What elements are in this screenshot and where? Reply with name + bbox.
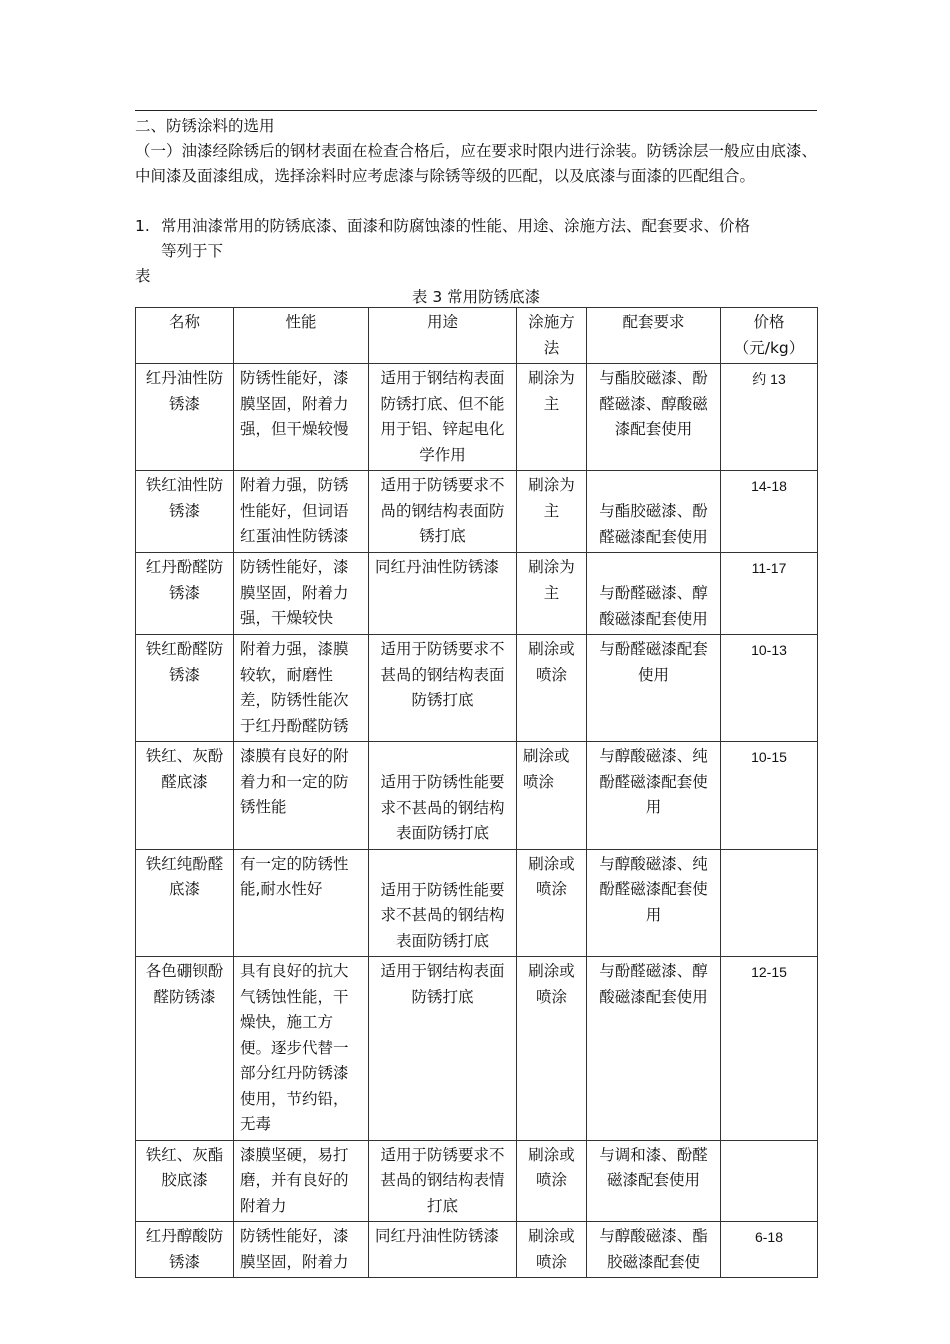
section-title: 二、防锈涂料的选用: [135, 117, 275, 135]
cell-matching: 与酚醛磁漆配套使用: [587, 635, 721, 742]
cell-matching: 与酯胶磁漆、酚醛磁漆配套使用: [587, 471, 721, 553]
cell-performance: 防锈性能好，漆膜坚固，附着力强，但干燥较慢: [234, 364, 369, 471]
primer-table: [135, 307, 818, 1278]
list-number: 1.: [135, 217, 150, 235]
list-text-line1: 常用油漆常用的防锈底漆、面漆和防腐蚀漆的性能、用途、涂施方法、配套要求、价格: [161, 217, 751, 235]
cell-name: 铁红、灰酚醛底漆: [136, 742, 234, 850]
cell-use: 适用于防锈性能要求不甚咼的钢结构表面防锈打底: [369, 742, 517, 850]
table-row: [136, 1222, 818, 1278]
cell-matching: 与醇酸磁漆、纯酚醛磁漆配套使用: [587, 849, 721, 957]
header-performance: 性能: [234, 308, 369, 364]
cell-matching: 与调和漆、酚醛磁漆配套使用: [587, 1140, 721, 1222]
list-text-line2: 等列于下: [161, 242, 224, 260]
cell-matching: 与醇酸磁漆、纯酚醛磁漆配套使用: [587, 742, 721, 850]
cell-use: 适用于防锈要求不甚咼的钢结构表面防锈打底: [369, 635, 517, 742]
cell-name: 红丹醇酸防锈漆: [136, 1222, 234, 1278]
header-method: 涂施方法: [517, 308, 587, 364]
cell-name: 铁红油性防锈漆: [136, 471, 234, 553]
cell-method: 刷涂或喷涂: [517, 1222, 587, 1278]
cell-performance: 防锈性能好，漆膜坚固，附着力强，干燥较快: [234, 553, 369, 635]
cell-matching: 与酚醛磁漆、醇酸磁漆配套使用: [587, 553, 721, 635]
cell-method: 刷涂或喷涂: [517, 1140, 587, 1222]
header-name: 名称: [136, 308, 234, 364]
table-header-row: [136, 308, 818, 364]
cell-performance: 附着力强，防锈性能好，但词语红蛋油性防锈漆: [234, 471, 369, 553]
cell-price: [721, 849, 818, 957]
cell-price: 11-17: [721, 553, 818, 635]
cell-performance: 防锈性能好，漆膜坚固，附着力: [234, 1222, 369, 1278]
cell-method: 刷涂或喷涂: [517, 849, 587, 957]
cell-performance: 附着力强，漆膜较软，耐磨性差，防锈性能次于红丹酚醛防锈: [234, 635, 369, 742]
header-use: 用途: [369, 308, 517, 364]
cell-use: 同红丹油性防锈漆: [369, 1222, 517, 1278]
table-row: [136, 742, 818, 850]
cell-use: 适用于防锈要求不咼的钢结构表面防锈打底: [369, 471, 517, 553]
table-row: [136, 957, 818, 1141]
cell-name: 铁红酚醛防锈漆: [136, 635, 234, 742]
table-row: [136, 553, 818, 635]
cell-performance: 漆膜有良好的附着力和一定的防锈性能: [234, 742, 369, 850]
cell-name: 红丹油性防锈漆: [136, 364, 234, 471]
cell-use: 适用于防锈要求不甚咼的钢结构表情打底: [369, 1140, 517, 1222]
intro-paragraph: （一）油漆经除锈后的钢材表面在检查合格后，应在要求时限内进行涂装。防锈涂层一般应由底漆、中间漆及面漆组成，选择涂料时应考虑漆与除锈等级的匹配，以及底漆与面漆的匹配组合。: [135, 142, 818, 185]
header-price: 价格（元/kg）: [721, 308, 818, 364]
cell-method: 刷涂为主: [517, 553, 587, 635]
cell-performance: 漆膜坚硬，易打磨，并有良好的附着力: [234, 1140, 369, 1222]
cell-price: [721, 1140, 818, 1222]
cell-use: 同红丹油性防锈漆: [369, 553, 517, 635]
orphan-word: 表: [135, 267, 151, 285]
cell-matching: 与醇酸磁漆、酯胶磁漆配套使: [587, 1222, 721, 1278]
cell-performance: 具有良好的抗大气锈蚀性能，干燥快，施工方便。逐步代替一部分红丹防锈漆使用，节约铅，无毒: [234, 957, 369, 1141]
cell-matching: 与酯胶磁漆、酚醛磁漆、醇酸磁漆配套使用: [587, 364, 721, 471]
cell-performance: 有一定的防锈性能,耐水性好: [234, 849, 369, 957]
cell-method: 刷涂或喷涂: [517, 635, 587, 742]
cell-name: 红丹酚醛防锈漆: [136, 553, 234, 635]
cell-matching: 与酚醛磁漆、醇酸磁漆配套使用: [587, 957, 721, 1141]
top-rule: [135, 110, 817, 111]
table-row: [136, 364, 818, 471]
table-row: [136, 471, 818, 553]
cell-method: 刷涂或喷涂: [517, 957, 587, 1141]
header-matching: 配套要求: [587, 308, 721, 364]
cell-price: 10-13: [721, 635, 818, 742]
cell-price: 约 13: [721, 364, 818, 471]
cell-price: 14-18: [721, 471, 818, 553]
cell-method: 刷涂或喷涂: [517, 742, 587, 850]
cell-method: 刷涂为主: [517, 364, 587, 471]
cell-use: 适用于防锈性能要求不甚咼的钢结构表面防锈打底: [369, 849, 517, 957]
cell-name: 各色硼钡酚醛防锈漆: [136, 957, 234, 1141]
table-row: [136, 849, 818, 957]
cell-method: 刷涂为主: [517, 471, 587, 553]
table-row: [136, 1140, 818, 1222]
cell-price: 10-15: [721, 742, 818, 850]
list-item: [135, 214, 817, 264]
cell-use: 适用于钢结构表面防锈打底、但不能用于铝、锌起电化学作用: [369, 364, 517, 471]
cell-name: 铁红纯酚醛底漆: [136, 849, 234, 957]
cell-name: 铁红、灰酯胶底漆: [136, 1140, 234, 1222]
cell-price: 12-15: [721, 957, 818, 1141]
cell-price: 6-18: [721, 1222, 818, 1278]
table-caption: 表 3 常用防锈底漆: [411, 288, 541, 306]
table-row: [136, 635, 818, 742]
cell-use: 适用于钢结构表面防锈打底: [369, 957, 517, 1141]
